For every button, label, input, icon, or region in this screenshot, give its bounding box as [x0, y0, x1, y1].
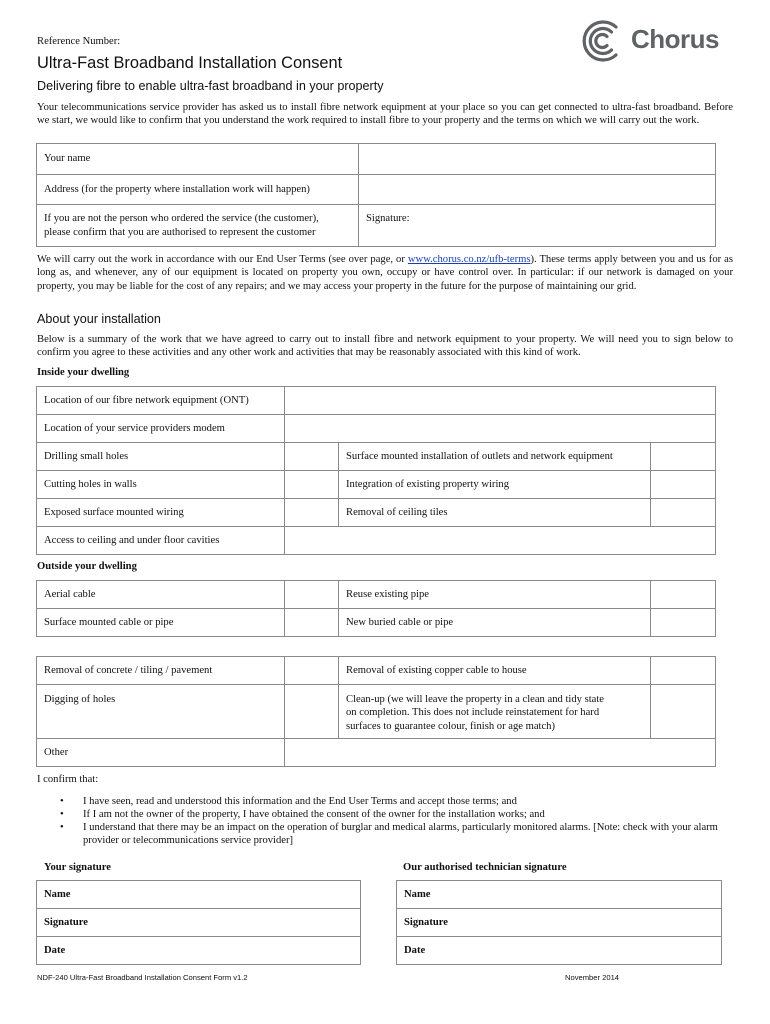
aerial-cable-label: Aerial cable [37, 581, 285, 609]
intro-paragraph: Your telecommunications service provider has asked us to install fibre network equipment at your place so you can get connected to ultra-fast broadband. Before we start, we would like to confirm that you understand the work required to install fibre to your property and the terms on which we will carry out the work. [37, 102, 733, 127]
technician-signature-heading: Our authorised technician signature [403, 862, 567, 873]
ont-location-field[interactable] [285, 387, 716, 415]
surface-outlets-label: Surface mounted installation of outlets and network equipment [339, 443, 651, 471]
reference-number-label: Reference Number: [37, 36, 121, 47]
ont-location-label: Location of our fibre network equipment (ONT) [37, 387, 285, 415]
surface-cable-checkbox[interactable] [285, 609, 339, 637]
digging-label: Digging of holes [37, 685, 285, 739]
copper-removal-label: Removal of existing copper cable to house [339, 657, 651, 685]
concrete-removal-checkbox[interactable] [285, 657, 339, 685]
bullet-icon: • [60, 822, 64, 833]
cutting-label: Cutting holes in walls [37, 471, 285, 499]
terms-paragraph: We will carry out the work in accordance with our End User Terms (see over page, or www.chorus.co.nz/ufb-terms). These terms apply between you and us for as long as, and whenever, any of our equipment is located on property you own, occupy or have control over. In particular: if our network is damaged on your property, you may be liable for the cost of any repairs; and we may access your property in the future for the purpose of maintaining our grid. [37, 254, 733, 292]
chorus-logo-text: Chorus [631, 24, 719, 54]
your-name-field[interactable] [359, 144, 716, 175]
other-label: Other [37, 739, 285, 767]
customer-signature-field[interactable]: Signature: [359, 205, 716, 247]
exposed-wiring-label: Exposed surface mounted wiring [37, 499, 285, 527]
modem-location-field[interactable] [285, 415, 716, 443]
page-title: Ultra-Fast Broadband Installation Consent [37, 54, 343, 72]
technician-name-field[interactable]: Name [397, 881, 722, 909]
bullet-icon: • [60, 796, 64, 807]
technician-date-field[interactable]: Date [397, 937, 722, 965]
footer-date: November 2014 [565, 973, 620, 982]
surface-outlets-checkbox[interactable] [651, 443, 716, 471]
about-heading: About your installation [37, 312, 161, 326]
cleanup-checkbox[interactable] [651, 685, 716, 739]
integration-label: Integration of existing property wiring [339, 471, 651, 499]
modem-location-label: Location of your service providers modem [37, 415, 285, 443]
access-cavities-label: Access to ceiling and under floor cavities [37, 527, 285, 555]
outside-dwelling-table [36, 580, 716, 637]
copper-removal-checkbox[interactable] [651, 657, 716, 685]
other-field[interactable] [285, 739, 716, 767]
inside-dwelling-table [36, 386, 716, 555]
authorised-label: If you are not the person who ordered the service (the customer), please confirm that you are authorised to represent the customer [37, 205, 359, 247]
digging-checkbox[interactable] [285, 685, 339, 739]
ceiling-tiles-label: Removal of ceiling tiles [339, 499, 651, 527]
new-buried-checkbox[interactable] [651, 609, 716, 637]
ceiling-tiles-checkbox[interactable] [651, 499, 716, 527]
drilling-label: Drilling small holes [37, 443, 285, 471]
about-paragraph: Below is a summary of the work that we have agreed to carry out to install fibre and network equipment to your property. We will need you to sign below to confirm you agree to these activities and any other work and activities that may be reasonably associated with this kind of work. [37, 334, 733, 359]
address-label: Address (for the property where installation work will happen) [37, 175, 359, 205]
customer-sign-field[interactable]: Signature [37, 909, 361, 937]
customer-signature-table [36, 880, 361, 965]
cleanup-label: Clean-up (we will leave the property in a clean and tidy state on completion. This does not include reinstatement for hard surfaces to guarantee colour, finish or age match) [339, 685, 651, 739]
outside-works-table [36, 656, 716, 767]
inside-heading: Inside your dwelling [37, 367, 130, 378]
aerial-cable-checkbox[interactable] [285, 581, 339, 609]
access-cavities-field[interactable] [285, 527, 716, 555]
chorus-logo [580, 18, 720, 64]
your-name-label: Your name [37, 144, 359, 175]
customer-date-field[interactable]: Date [37, 937, 361, 965]
technician-signature-table [396, 880, 722, 965]
drilling-checkbox[interactable] [285, 443, 339, 471]
integration-checkbox[interactable] [651, 471, 716, 499]
technician-sign-field[interactable]: Signature [397, 909, 722, 937]
your-signature-heading: Your signature [44, 862, 112, 873]
cutting-checkbox[interactable] [285, 471, 339, 499]
exposed-wiring-checkbox[interactable] [285, 499, 339, 527]
concrete-removal-label: Removal of concrete / tiling / pavement [37, 657, 285, 685]
reuse-pipe-label: Reuse existing pipe [339, 581, 651, 609]
confirm-lead: I confirm that: [37, 774, 99, 785]
bullet-icon: • [60, 809, 64, 820]
footer-form-id: NDF-240 Ultra-Fast Broadband Installation Consent Form v1.2 [37, 973, 248, 982]
address-field[interactable] [359, 175, 716, 205]
new-buried-label: New buried cable or pipe [339, 609, 651, 637]
customer-name-field[interactable]: Name [37, 881, 361, 909]
customer-details-table [36, 143, 716, 247]
reuse-pipe-checkbox[interactable] [651, 581, 716, 609]
chorus-logo-icon [580, 19, 624, 63]
surface-cable-label: Surface mounted cable or pipe [37, 609, 285, 637]
outside-heading: Outside your dwelling [37, 561, 137, 572]
end-user-terms-link[interactable]: www.chorus.co.nz/ufb-terms [407, 254, 531, 265]
page-subtitle: Delivering fibre to enable ultra-fast broadband in your property [37, 79, 384, 93]
